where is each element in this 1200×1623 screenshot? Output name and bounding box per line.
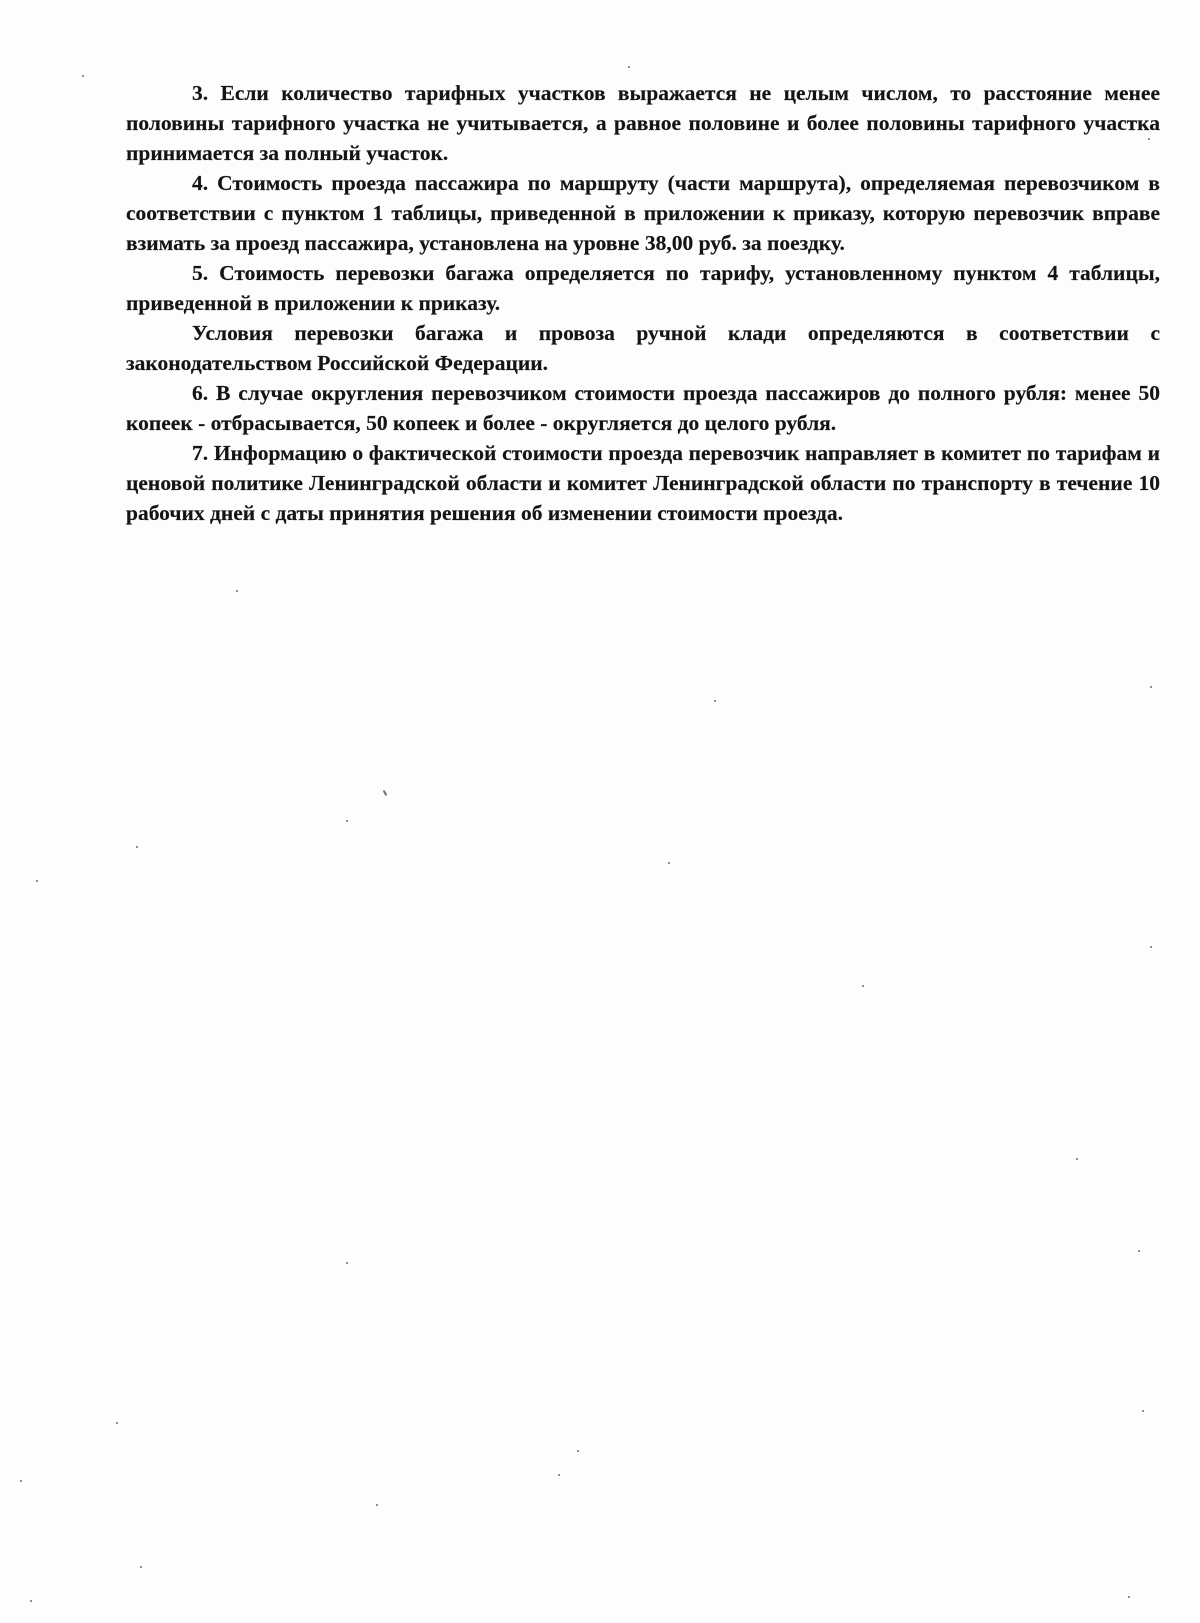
scan-speck <box>558 1474 560 1476</box>
scan-speck <box>1150 946 1152 948</box>
scan-speck <box>577 1450 579 1452</box>
scan-speck <box>668 862 670 864</box>
scan-speck <box>383 790 388 796</box>
scan-speck <box>376 1504 378 1506</box>
scan-speck <box>136 846 138 848</box>
scan-speck <box>1142 1410 1144 1412</box>
document-body <box>126 78 1160 528</box>
scan-speck <box>1138 1250 1140 1252</box>
scan-speck <box>628 66 630 68</box>
paragraph-6-rounding: 6. В случае округления перевозчиком стоимости проезда пассажиров до полного рубля: менее 50 копеек - отбрасывается, 50 копеек и более - округляется до целого рубля. <box>126 381 1160 435</box>
scan-speck <box>346 820 348 822</box>
scan-speck <box>1148 138 1150 140</box>
scan-speck <box>116 1422 118 1424</box>
paragraph-3-tariff-sections: 3. Если количество тарифных участков выражается не целым числом, то расстояние менее половины тарифного участка не учитывается, а равное половине и более половины тарифного участка принимается за полный участок. <box>126 81 1160 165</box>
paragraph-baggage-conditions: Условия перевозки багажа и провоза ручной клади определяются в соответствии с законодательством Российской Федерации. <box>126 321 1160 375</box>
paragraph-4-passenger-fare: 4. Стоимость проезда пассажира по маршруту (части маршрута), определяемая перевозчиком в соответствии с пунктом 1 таблицы, приведенной в приложении к приказу, которую перевозчик вправе взимать за проезд пассажира, установлена на уровне 38,00 руб. за поездку. <box>126 171 1160 255</box>
scan-speck <box>714 700 716 702</box>
scan-speck <box>346 1262 348 1264</box>
scan-speck <box>236 590 238 592</box>
scan-speck <box>1150 686 1152 688</box>
scan-speck <box>36 880 38 882</box>
paragraph-7-fare-information: 7. Информацию о фактической стоимости проезда перевозчик направляет в комитет по тарифам и ценовой политике Ленинградской области и комитет Ленинградской области по транспорту в течение 10 рабочих дней с даты принятия решения об изменении стоимости проезда. <box>126 441 1160 525</box>
paragraph-5-baggage-cost: 5. Стоимость перевозки багажа определяется по тарифу, установленному пунктом 4 таблицы, приведенной в приложении к приказу. <box>126 261 1160 315</box>
scan-speck <box>1076 1158 1078 1160</box>
scan-speck <box>1128 1596 1130 1598</box>
scan-speck <box>862 985 864 987</box>
scan-speck <box>82 75 84 77</box>
scan-speck <box>20 1480 22 1482</box>
scan-speck <box>140 1566 142 1568</box>
scan-speck <box>30 1600 32 1602</box>
